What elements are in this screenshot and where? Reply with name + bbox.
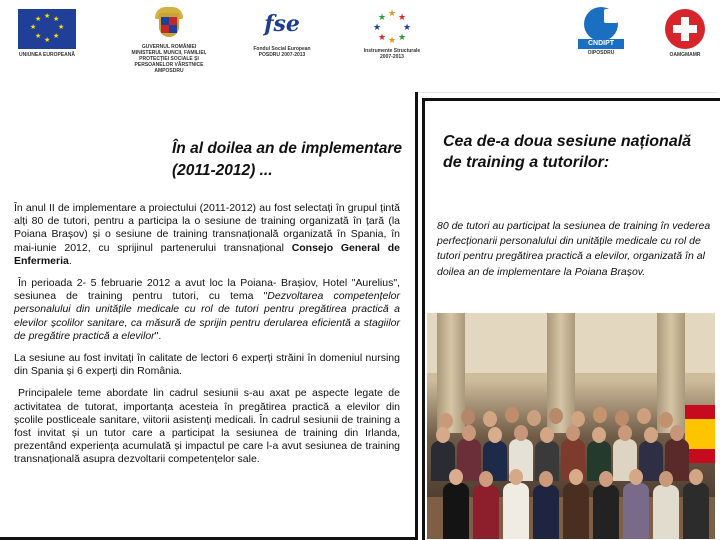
structural-instruments-logo <box>355 9 429 60</box>
left-title: În al doilea an de implementare (2011-2012) ... <box>172 140 402 179</box>
oamgmamr-caption: OAMGMAMR <box>669 52 701 58</box>
red-cross-icon <box>665 9 705 49</box>
fse-caption-line-1: Fondul Social European <box>253 46 311 52</box>
paragraph-1-text: În anul II de implementare a proiectului (2011-2012) au fost selectați în grupul țintă alți 80 de tutori, pentru a participa la o sesiune de training organizată în țară (la Poiana Brașov) și o sesiune de training transnațională organizată în Spania, în mai-iunie 2012, cu sprijinul partenerului transnațional <box>14 202 400 254</box>
oamgmamr-logo <box>653 9 717 58</box>
gov-caption-line-2: MINISTERUL MUNCII, FAMILIEI, <box>131 50 207 56</box>
cndipt-logo <box>569 7 633 56</box>
fse-mark: fse <box>264 11 300 37</box>
eu-logo-caption: UNIUNEA EUROPEANĂ <box>19 52 75 58</box>
gov-caption-line-5: AMPOSDRU <box>154 68 184 74</box>
cndipt-mark-text: CNDIPT <box>578 39 624 49</box>
is-caption-line-2: 2007-2013 <box>380 54 404 60</box>
fse-logo <box>239 9 325 58</box>
cndipt-caption: OIPOSDRU <box>587 50 615 56</box>
paragraph-3: La sesiune au fost invitați în calitate de lectori 6 experți străini în domeniul nursing din Spania și 6 experți din România. <box>14 352 400 378</box>
paragraph-2 <box>14 277 400 343</box>
eu-logo <box>7 9 87 58</box>
right-panel <box>422 98 720 540</box>
cndipt-mark-icon <box>578 7 624 47</box>
gov-caption-line-1: GUVERNUL ROMÂNIEI <box>141 44 197 50</box>
eu-flag-icon: ★ ★ ★ ★ ★ ★ ★ ★ <box>18 9 76 49</box>
star-circle-icon: ★ ★ ★ ★ ★ ★ ★ ★ <box>373 8 412 45</box>
session-theme: Dezvoltarea competențelor personalului din unitățile medicale cu rol de tutori pentru pregătirea practică a elevilor școlilor sanitare, ca măsură de sprijin pentru derularea eficientă a stagiilor de pregătire practică a elevilor <box>14 290 400 342</box>
spain-flag-icon <box>685 405 715 463</box>
group-photo <box>427 313 715 539</box>
logo-band <box>3 3 717 93</box>
coat-of-arms-icon <box>155 7 183 41</box>
right-description: 80 de tutori au participat la sesiunea de training în vederea perfecționarii personalului din unitățile medicale cu rol de tutori pentru pregătirea practică a elevilor, organizată în al doilea an de implementare la Poiana Brașov. <box>437 220 711 278</box>
fse-caption-line-2: POSDRU 2007-2013 <box>258 52 306 58</box>
is-caption-line-1: Instrumente Structurale <box>363 48 421 54</box>
romanian-government-logo <box>121 7 217 74</box>
paragraph-2-text: În perioada 2- 5 februarie 2012 a avut loc la Poiana- Brașiov, Hotel "Aurelius", sesiunea de training pentru tutori, cu tema " <box>14 277 400 303</box>
left-body <box>14 202 400 476</box>
left-panel <box>0 92 418 540</box>
right-title: Cea de-a doua sesiune națională de training a tutorilor: <box>443 133 692 171</box>
gov-caption-line-3: PROTECȚIEI SOCIALE ȘI <box>139 56 199 62</box>
paragraph-2-end: ". <box>154 329 162 342</box>
partner-name: Consejo General de Enfermeria <box>14 241 400 267</box>
paragraph-1 <box>14 202 400 268</box>
gov-caption-line-4: PERSOANELOR VÂRSTNICE <box>134 62 204 68</box>
paragraph-1-end: . <box>68 254 72 267</box>
paragraph-4: Principalele teme abordate lin cadrul sesiunii s-au axat pe aspecte legate de activitatea de tutorat, importanța acesteia în pregătirea practică a elevilor din școlile postliceale sanitare, viitorii asistenți medicali. În cadrul sesiunii de training a fost invitat și un tutor care a participat la sesiunea de training din Irlanda, prezentând experiența acumulată și impactul pe care l-a avut sesiunea de training transnațională asupra dezvoltarii competențelor sale. <box>14 387 400 466</box>
